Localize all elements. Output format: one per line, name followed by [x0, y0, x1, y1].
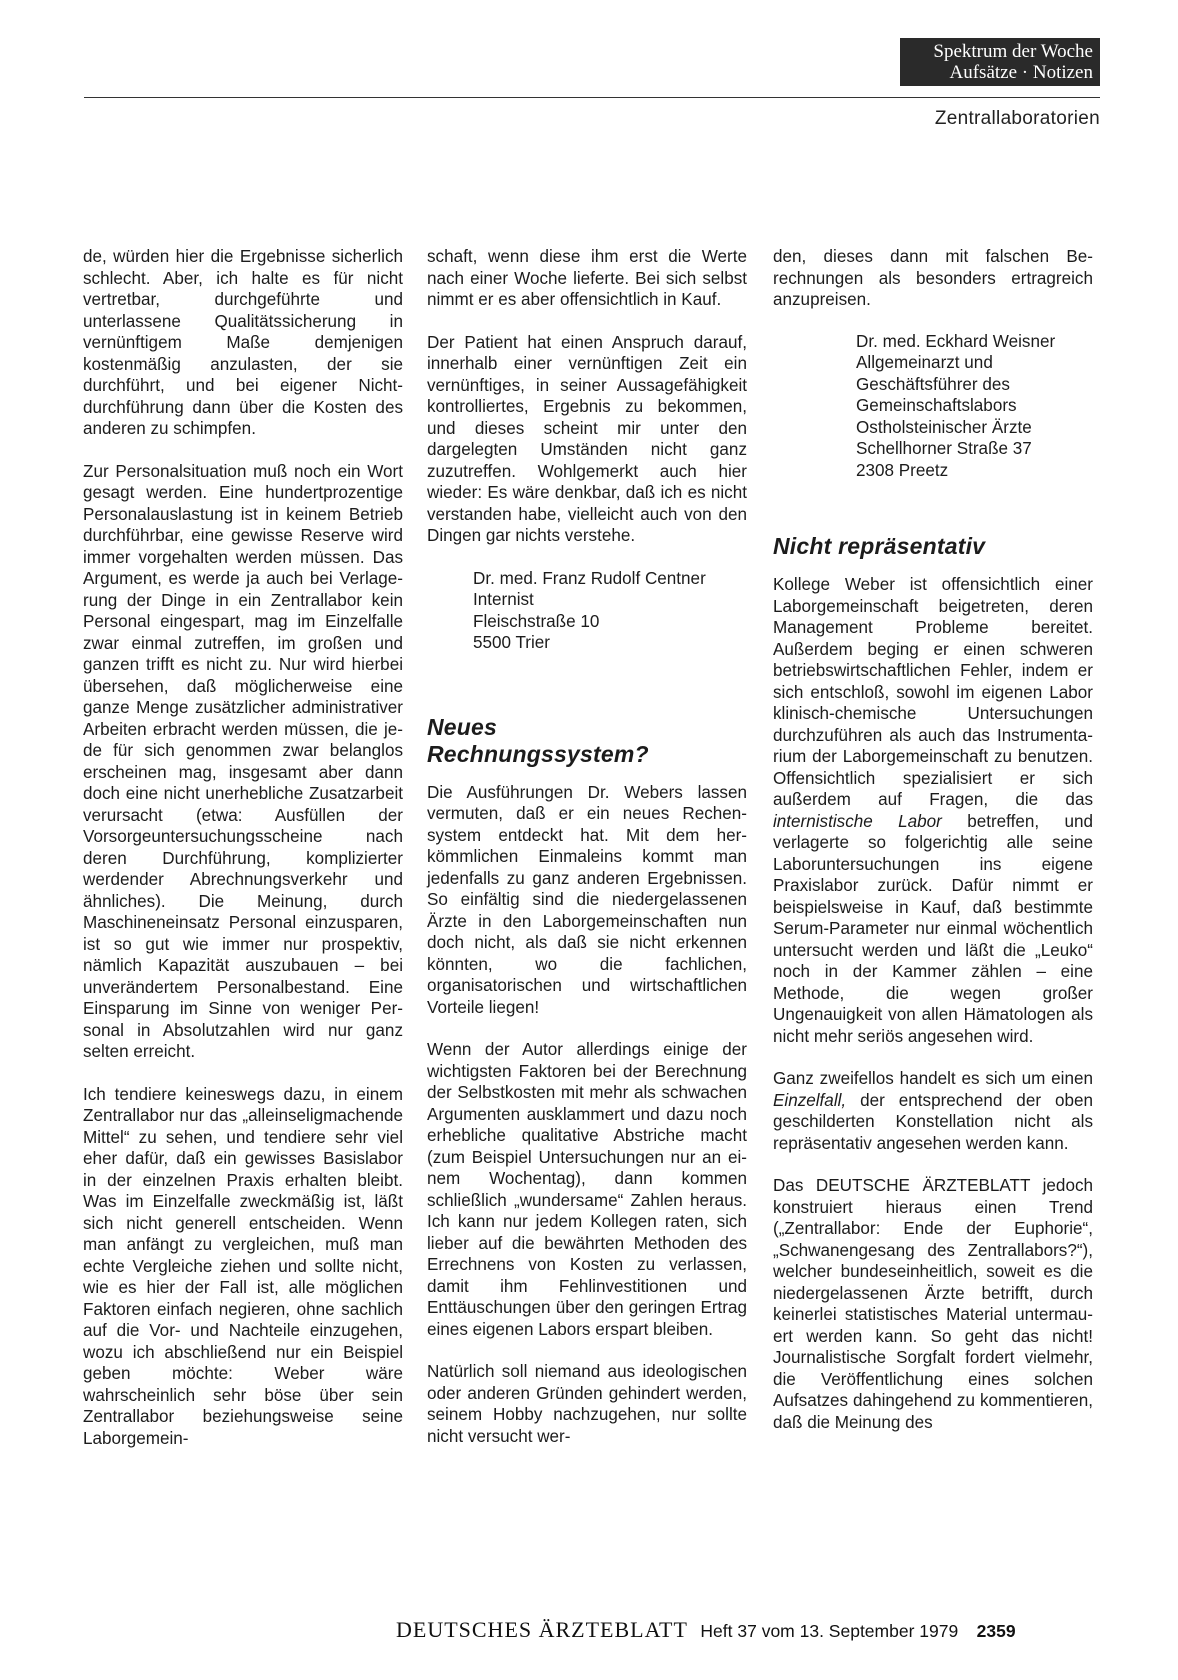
signature-line: Dr. med. Eckhard Weisner — [856, 331, 1056, 351]
paragraph: Ich tendiere keineswegs dazu, in einem Zentrallabor nur das „alleinseligmachende Mittel“ zu sehen, und tendiere sehr viel eher dafür, daß ein gewisses Basislabor in der einzelnen Praxis erhalten bleibt. Was im Einzelfalle zweckmäßig ist, läßt sich nicht generell entscheiden. Wenn man anfängt zu vergleichen, muß man echte Vergleiche ziehen und sollte nicht, wie es hier der Fall ist, alle möglichen Faktoren einfach negieren, ohne sachlich auf die Vor- und Nachteile einzugehen, wozu ich abschließend nur ein Beispiel geben möchte: Weber wäre wahrscheinlich sehr böse über sein Zentrallabor beziehungsweise seine Laborgemein- — [83, 1084, 403, 1448]
signature-line: Schellhorner Straße 37 — [856, 439, 1032, 458]
column-2 — [427, 246, 747, 1468]
paragraph: den, dieses dann mit falschen Berechnungen als besonders ertragreich anzupreisen. — [773, 247, 1093, 309]
emphasis: internistische Labor — [773, 811, 942, 831]
text-run: Ganz zweifellos handelt es sich um einen — [773, 1069, 1093, 1088]
signature-line: Geschäftsführer des — [856, 374, 1010, 394]
article-heading-nicht-repraesentativ: Nicht repräsentativ — [773, 533, 986, 559]
text-run: Kollege Weber ist offensichtlich einer Laborgemeinschaft beigetreten, deren Management Probleme bereitet. Außerdem beging er einen schweren betriebswirtschaftlichen Fehler, indem er sich entschloß, sowohl im eigenen Labor klinisch-chemische Untersuchungen durchzuführen als auch das Instrumentarium der Laborgemeinschaft zu benutzen. Offensichtlich spezialisiert er sich außerdem auf Fragen, die das — [773, 575, 1093, 809]
header-rule — [84, 97, 1100, 98]
signature-line: Gemeinschaftslabors — [856, 396, 1017, 415]
paragraph: Die Ausführungen Dr. Webers lassen vermuten, daß er ein neues Rechensystem entdeckt hat. Mit dem herkömmlichen Einmaleins kommt man jedenfalls zu ganz anderen Ergebnissen. So einfältig sind die niedergelassenen Ärzte in den Laborgemeinschaften nun doch nicht, als daß sie nicht erkennen könnten, wo die fachlichen, organisatorischen und wirtschaftlichen Vorteile liegen! — [427, 782, 747, 1017]
paragraph: de, würden hier die Ergebnisse sicherlich schlecht. Aber, ich halte es für nicht vertretbar, durchgeführte und unterlassene Qualitätssicherung in vernünftigem Maße demjenigen kostenmäßig anzulasten, der sie durchführt, und bei eigener Nichtdurchführung dann über die Kosten des anderen zu schimpfen. — [83, 247, 403, 438]
magazine-name: DEUTSCHES ÄRZTEBLATT — [396, 1617, 688, 1642]
section-label: Zentrallaboratorien — [934, 108, 1100, 129]
text-run: betreffen, und verlagerte so folgerichtig alle seine Laboruntersuchungen ins eigene Praxislabor zurück. Dafür nimmt er beispielsweise in Kauf, daß bestimmte Serum-Parameter nur einmal wöchentlich untersucht werden und läßt die „Leuko“ noch in der Kammer zählen – eine Methode, die wegen großer Ungenauigkeit von allen Hämatologen als nicht mehr seriös angesehen wird. — [773, 811, 1093, 1046]
badge-line-2: Aufsätze · Notizen — [949, 62, 1093, 83]
heading-line: Neues — [427, 713, 498, 740]
article-heading-neues-rechnungssystem — [427, 714, 747, 768]
text-run: der entsprechend der oben geschilderten Konstellation nicht als repräsentativ angesehen werden kann. — [773, 1090, 1093, 1153]
heading-line: Rechnungssystem? — [427, 740, 649, 767]
page-number: 2359 — [976, 1621, 1016, 1641]
signature-centner — [427, 568, 747, 654]
signature-line: Ostholsteinischer Ärzte — [856, 417, 1032, 437]
signature-line: Dr. med. Franz Rudolf Centner — [473, 568, 706, 588]
signature-line: Internist — [473, 590, 534, 609]
signature-line: 2308 Preetz — [856, 460, 949, 480]
column-3 — [773, 246, 1093, 1454]
paragraph — [773, 1068, 1093, 1154]
section-badge — [900, 38, 1100, 86]
signature-line: Fleischstraße 10 — [473, 611, 600, 631]
page-footer — [396, 1617, 1016, 1643]
column-1 — [83, 246, 403, 1470]
paragraph: Der Patient hat einen Anspruch darauf, innerhalb einer vernünftigen Zeit ein vernünftiges, in seiner Aussagefähigkeit kontrolliertes, Ergebnis zu bekommen, und dieses scheint mir unter den dargelegten Umständen nicht ganz zuzutreffen. Wohlgemerkt auch hier wieder: Es wäre denkbar, daß ich es nicht verstanden habe, vielleicht auch von den Dingen gar nichts verstehe. — [427, 332, 747, 545]
paragraph: Wenn der Autor allerdings einige der wichtigsten Faktoren bei der Berechnung der Selbstkosten mit mehr als schwachen Argumenten ausklammert und dazu noch erhebliche qualitative Abstriche macht (zum Beispiel Untersuchungen nur an einem Wochentag), dann kommen schließlich „wundersame“ Zahlen heraus. Ich kann nur jedem Kollegen raten, sich lieber auf die bewährten Methoden des Errechnens von Kosten zu verlassen, damit ihm Fehlinvestitionen und Enttäuschungen über den geringen Ertrag eines eigenen Labors erspart bleiben. — [427, 1040, 747, 1339]
paragraph: Zur Personalsituation muß noch ein Wort gesagt werden. Eine hundertprozentige Personalauslastung ist in keinem Betrieb durchführbar, eine gewisse Reserve wird immer vorgehalten werden müssen. Das Argument, es werde ja auch bei Verlagerung der Dinge in ein Zentrallabor kein Personal eingespart, mag im Einzelfalle zwar einmal zutreffen, im großen und ganzen trifft es nicht zu. Nur wird hierbei übersehen, daß möglicherweise eine ganze Menge zusätzlicher administrativer Arbeiten erbracht werden müssen, die jede für sich genommen zwar belanglos erscheinen mag, insgesamt aber dann doch eine nicht unerhebliche Zusatzarbeit verursacht (etwa: Ausfüllen der Vorsorgeuntersuchungsscheine nach deren Durchführung, komplizierter werdender Abrechnungsverkehr und ähnliches). Die Meinung, durch Maschineneinsatz Personal einzusparen, ist so gut wie immer nur prospektiv, nämlich Kapazität auszubauen – bei unverändertem Personalbestand. Eine Einsparung im Sinne von weniger Personal in Absolutzahlen wird nur ganz selten erreicht. — [83, 461, 403, 1061]
signature-weisner — [773, 331, 1093, 482]
paragraph: Das DEUTSCHE ÄRZTEBLATT jedoch konstruiert hieraus einen Trend („Zentrallabor: Ende der Euphorie“, „Schwanengesang des Zentrallabors?“), welcher bundeseinheitlich, soweit es die niedergelassenen Ärzte betrifft, durch keinerlei statistisches Material untermauert werden kann. So geht das nicht! Journalistische Sorgfalt fordert vielmehr, die Veröffentlichung eines solchen Aufsatzes dahingehend zu kommentieren, daß die Meinung des — [773, 1176, 1093, 1432]
issue-info: Heft 37 vom 13. September 1979 — [700, 1621, 959, 1641]
signature-line: Allgemeinarzt und — [856, 353, 993, 372]
emphasis: Einzelfall, — [773, 1090, 847, 1110]
signature-line: 5500 Trier — [473, 633, 550, 652]
badge-line-1: Spektrum der Woche — [933, 41, 1093, 62]
paragraph — [773, 574, 1093, 1047]
paragraph: schaft, wenn diese ihm erst die Werte nach einer Woche lieferte. Bei sich selbst nimmt er es aber offensichtlich in Kauf. — [427, 247, 747, 309]
paragraph: Natürlich soll niemand aus ideologischen oder anderen Gründen gehindert werden, seinem Hobby nachzugehen, nur sollte nicht versucht wer- — [427, 1362, 747, 1446]
